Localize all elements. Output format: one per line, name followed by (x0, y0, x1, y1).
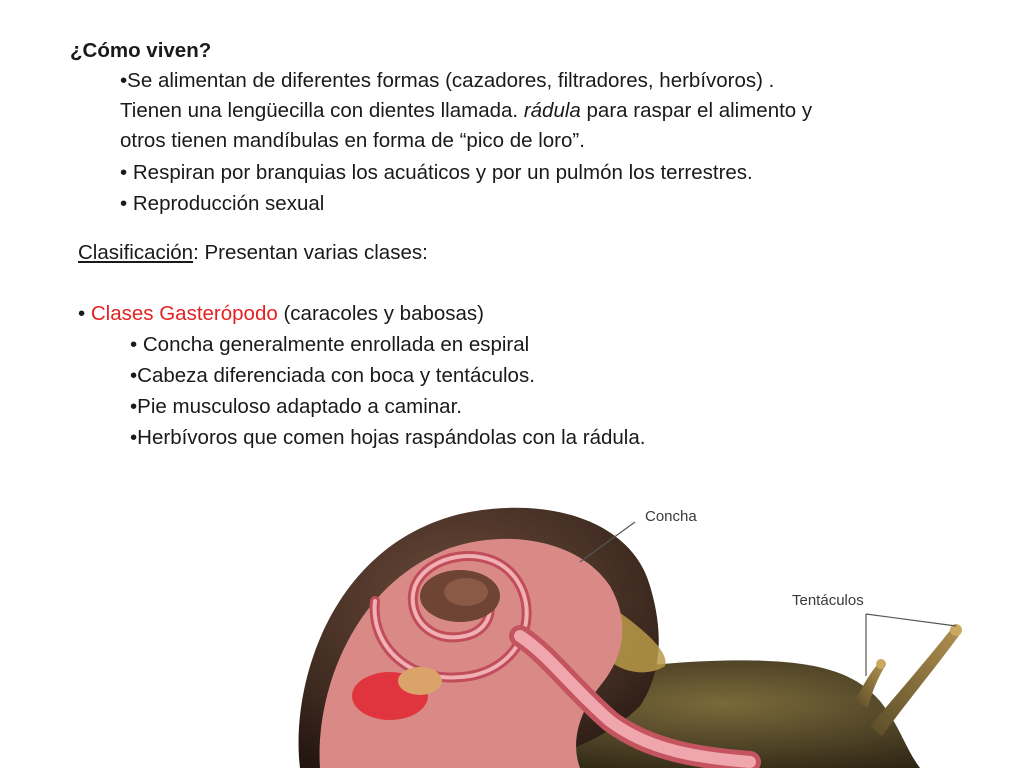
bullet-reproduccion: • Reproducción sexual (120, 192, 325, 215)
class-bullet: • (78, 302, 91, 325)
label-concha: Concha (645, 508, 697, 525)
bullet-alimentacion-line2-b: para raspar el alimento y (580, 99, 813, 122)
label-tentaculos: Tentáculos (792, 592, 864, 609)
heading-clasificacion (78, 238, 428, 268)
bullet-alimentacion-line2-a: Tienen una lengüecilla con dientes llamada. (120, 99, 524, 122)
short-tentacle-tip (876, 659, 886, 669)
radula-term: rádula (523, 99, 581, 122)
clasificacion-term: Clasificación (78, 241, 194, 264)
class-gasteropodo (78, 299, 484, 329)
snail-anatomy-illustration (280, 486, 1024, 768)
class-name: Clases Gasterópodo (90, 302, 278, 325)
bullet-alimentacion-line2 (120, 96, 812, 126)
list-item: •Pie musculoso adaptado a caminar. (130, 395, 462, 418)
class-rest: (caracoles y babosas) (277, 302, 484, 325)
list-item: •Herbívoros que comen hojas raspándolas con la rádula. (130, 426, 646, 449)
yellow-organ (398, 667, 442, 695)
heading-como-viven: ¿Cómo viven? (70, 39, 212, 62)
bullet-alimentacion-line1: •Se alimentan de diferentes formas (cazadores, filtradores, herbívoros) . (120, 69, 775, 92)
list-item: • Concha generalmente enrollada en espiral (130, 333, 530, 356)
clasificacion-rest: : Presentan varias clases: (193, 241, 428, 264)
inner-whorl-center (444, 578, 488, 606)
long-tentacle (870, 628, 960, 736)
bullet-alimentacion-line3: otros tienen mandíbulas en forma de “pico de loro”. (120, 129, 585, 152)
bullet-respiracion: • Respiran por branquias los acuáticos y por un pulmón los terrestres. (120, 161, 753, 184)
tentacle-leader-line-2 (866, 614, 956, 626)
snail-drawing (280, 486, 1024, 768)
list-item: •Cabeza diferenciada con boca y tentáculos. (130, 364, 535, 387)
